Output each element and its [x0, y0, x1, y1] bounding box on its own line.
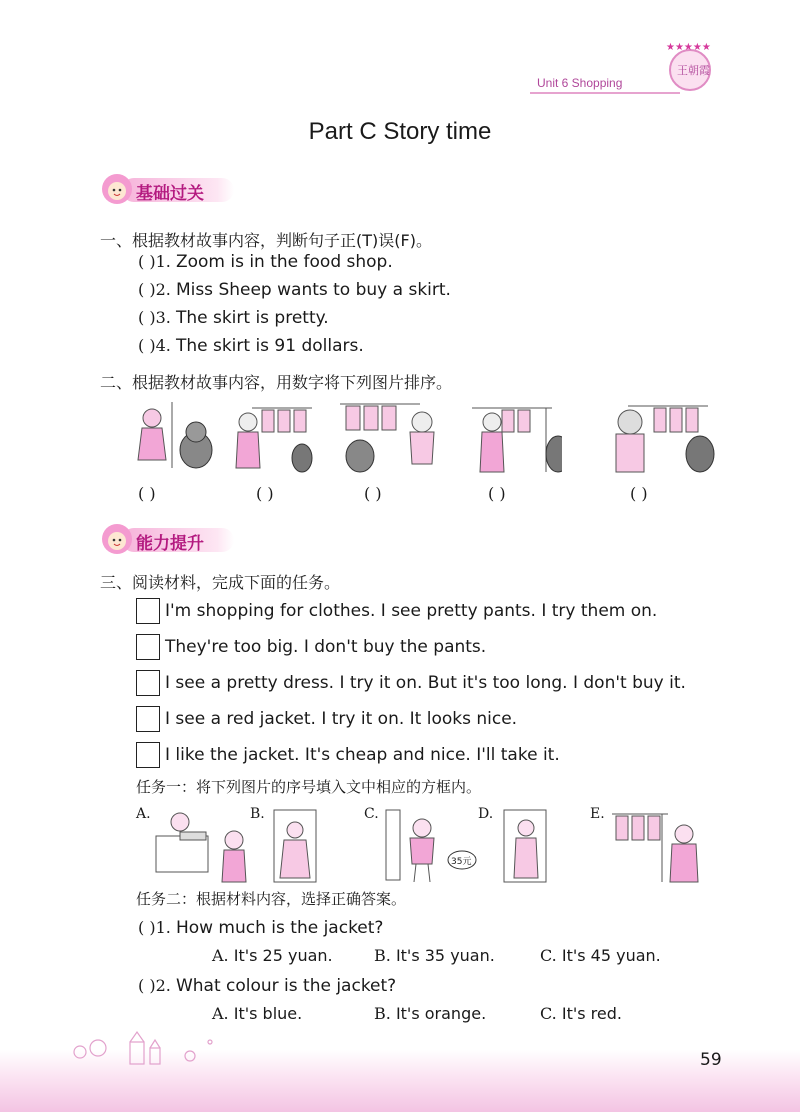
option-picture-d — [494, 806, 564, 886]
section-tag-label: 能力提升 — [136, 534, 204, 554]
task1-instruction: 任务一：将下列图片的序号填入文中相应的方框内。 — [136, 778, 482, 796]
q1-item-4 — [138, 336, 364, 356]
answer-box-3[interactable] — [136, 670, 160, 696]
story-sentence-4: I see a red jacket. I try it on. It looks nice. — [165, 709, 518, 729]
page-number: 59 — [700, 1050, 722, 1070]
q1-item-3 — [138, 308, 329, 328]
story-picture-1 — [130, 398, 220, 478]
pic-label-b: B. — [250, 806, 265, 822]
story-sentence-3: I see a pretty dress. I try it on. But it's too long. I don't buy it. — [165, 673, 686, 693]
q1-item-2 — [138, 280, 451, 300]
order-blank-1[interactable]: ( ) — [138, 484, 156, 503]
statement-text: The skirt is 91 dollars. — [175, 336, 364, 356]
order-blank-4[interactable]: ( ) — [488, 484, 506, 503]
option-picture-a — [150, 806, 250, 886]
svg-text:★★★★★: ★★★★★ — [666, 42, 711, 53]
mc2-option-c[interactable]: C. It's red. — [540, 1004, 622, 1023]
section-tag-advanced — [100, 522, 260, 556]
section-tag-label: 基础过关 — [136, 184, 204, 204]
story-picture-5 — [608, 398, 718, 478]
answer-box-2[interactable] — [136, 634, 160, 660]
answer-blank[interactable]: ( )2. — [138, 976, 171, 995]
story-sentence-1: I'm shopping for clothes. I see pretty pants. I try them on. — [165, 601, 658, 621]
mc1-option-a[interactable]: A. It's 25 yuan. — [212, 946, 333, 965]
cartoon-girl-icon — [100, 522, 134, 556]
pic-label-a: A. — [136, 806, 151, 822]
order-blank-2[interactable]: ( ) — [256, 484, 274, 503]
mc1-option-b[interactable]: B. It's 35 yuan. — [374, 946, 495, 965]
answer-blank[interactable]: ( )4. — [138, 336, 171, 355]
option-picture-c — [380, 806, 480, 886]
pic-label-e: E. — [590, 806, 605, 822]
q2-heading: 二、根据教材故事内容，用数字将下列图片排序。 — [100, 373, 453, 392]
mc2-option-a[interactable]: A. It's blue. — [212, 1004, 303, 1023]
task2-instruction: 任务二：根据材料内容，选择正确答案。 — [136, 890, 407, 908]
answer-blank[interactable]: ( )1. — [138, 252, 171, 271]
pic-label-c: C. — [364, 806, 379, 822]
price-tag: 35元 — [451, 857, 472, 867]
option-picture-e — [606, 806, 706, 886]
mc2-option-b[interactable]: B. It's orange. — [374, 1004, 487, 1023]
story-sentence-2: They're too big. I don't buy the pants. — [165, 637, 487, 657]
mc-question-2 — [138, 976, 396, 996]
order-blank-5[interactable]: ( ) — [630, 484, 648, 503]
answer-box-5[interactable] — [136, 742, 160, 768]
question-text: What colour is the jacket? — [175, 976, 397, 996]
unit-header: Unit 6 Shopping — [537, 76, 623, 90]
castle-doodle-icon — [70, 1028, 250, 1068]
story-picture-2 — [232, 398, 322, 478]
q1-heading: 一、根据教材故事内容，判断句子正(T)误(F)。 — [100, 231, 432, 250]
answer-blank[interactable]: ( )2. — [138, 280, 171, 299]
story-picture-4 — [462, 398, 562, 478]
svg-text:王朝霞: 王朝霞 — [677, 64, 710, 77]
q3-heading: 三、阅读材料，完成下面的任务。 — [100, 573, 341, 592]
question-text: How much is the jacket? — [175, 918, 384, 938]
story-picture-3 — [340, 398, 440, 478]
mc-question-1 — [138, 918, 383, 938]
publisher-badge-icon — [660, 38, 720, 96]
answer-box-4[interactable] — [136, 706, 160, 732]
statement-text: Miss Sheep wants to buy a skirt. — [175, 280, 451, 300]
order-blank-3[interactable]: ( ) — [364, 484, 382, 503]
pic-label-d: D. — [478, 806, 494, 822]
option-picture-b — [264, 806, 324, 886]
story-sentence-5: I like the jacket. It's cheap and nice. I'll take it. — [165, 745, 560, 765]
cartoon-girl-icon — [100, 172, 134, 206]
header-rule — [530, 92, 680, 94]
answer-box-1[interactable] — [136, 598, 160, 624]
answer-blank[interactable]: ( )1. — [138, 918, 171, 937]
q1-item-1 — [138, 252, 393, 272]
statement-text: Zoom is in the food shop. — [175, 252, 393, 272]
mc1-option-c[interactable]: C. It's 45 yuan. — [540, 946, 661, 965]
answer-blank[interactable]: ( )3. — [138, 308, 171, 327]
page-title: Part C Story time — [308, 118, 492, 145]
section-tag-basic — [100, 172, 260, 206]
statement-text: The skirt is pretty. — [175, 308, 329, 328]
